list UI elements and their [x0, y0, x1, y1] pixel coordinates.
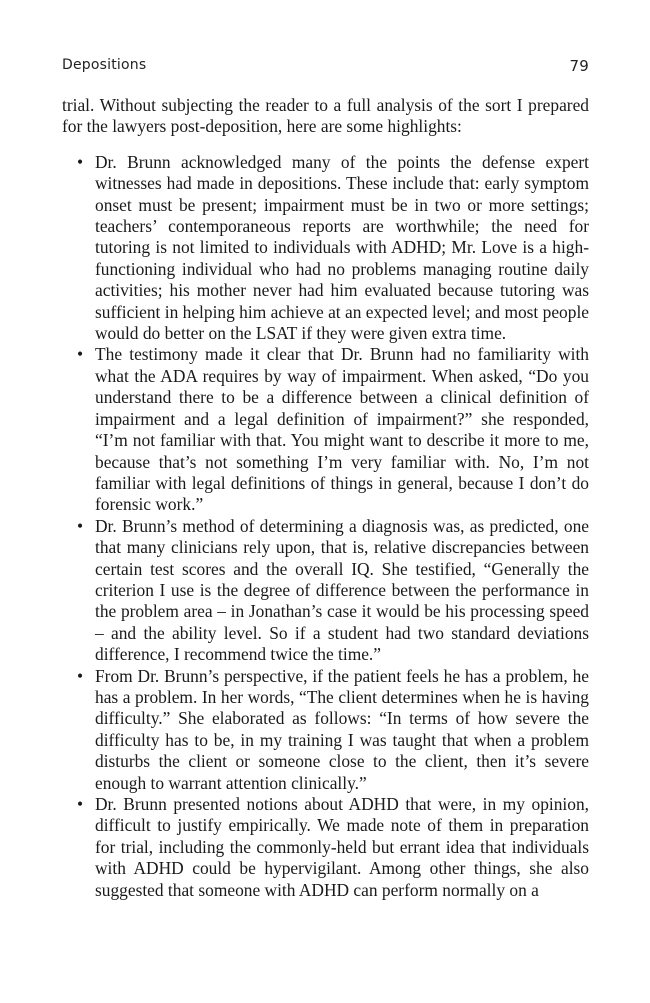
bullet-marker: •: [77, 344, 84, 365]
list-item: [62, 344, 589, 515]
list-item: [62, 794, 589, 901]
list-item: [62, 152, 589, 345]
intro-paragraph: trial. Without subjecting the reader to a full analysis of the sort I prepared for the lawyers post-deposition, here are some highlights:: [62, 95, 589, 137]
body-text: [62, 95, 589, 901]
bullet-marker: •: [77, 151, 84, 172]
page-number: 79: [569, 57, 589, 75]
bullet-marker: •: [77, 794, 84, 814]
highlights-list: [62, 152, 589, 901]
running-head: [62, 57, 589, 77]
list-item-text: The testimony made it clear that Dr. Brunn had no familiarity with what the ADA requires by way of impairment. When asked, “Do you understand there to be a difference between a clinical definition of impairment and a legal definition of impairment?” she responded, “I’m not familiar with that. You might want to describe it more to me, because that’s not something I’m very familiar with. No, I’m not familiar with legal definitions of things in general, because I don’t do forensic work.”: [95, 344, 589, 515]
bullet-marker: •: [77, 515, 84, 536]
bullet-marker: •: [77, 665, 84, 686]
list-item-text: Dr. Brunn acknowledged many of the points the defense expert witnesses had made in depositions. These include that: early symptom onset must be present; impairment must be in two or more settings; teachers’ contemporaneous reports are worthwhile; the need for tutoring is not limited to individuals with ADHD; Mr. Love is a high-functioning individual who had no problems managing routine daily activities; his mother never had him evaluated because tutoring was sufficient in helping him achieve at an expected level; and most people would do better on the LSAT if they were given extra time.: [95, 151, 589, 344]
list-item-text: From Dr. Brunn’s perspective, if the patient feels he has a problem, he has a problem. In her words, “The client determines when he is having difficulty.” She elaborated as follows: “In terms of how severe the difficulty has to be, in my training I was taught that when a problem disturbs the client or someone close to the client, then it’s severe enough to warrant attention clinically.”: [95, 665, 589, 793]
section-title: Depositions: [62, 57, 147, 73]
list-item-text: Dr. Brunn’s method of determining a diagnosis was, as predicted, one that many clinicians rely upon, that is, relative discrepancies between certain test scores and the overall IQ. She testified, “Generally the criterion I use is the degree of difference between the performance in the problem area – in Jonathan’s case it would be his processing speed – and the ability level. So if a student had two standard deviations difference, I recommend twice the time.”: [95, 515, 589, 665]
list-item: [62, 516, 589, 666]
list-item-text: Dr. Brunn presented notions about ADHD that were, in my opinion, difficult to justify empirically. We made note of them in preparation for trial, including the commonly-held but errant idea that individuals with ADHD could be hypervigilant. Among other things, she also suggested that someone with ADHD can perform normally on a: [95, 794, 589, 900]
list-item: [62, 666, 589, 794]
